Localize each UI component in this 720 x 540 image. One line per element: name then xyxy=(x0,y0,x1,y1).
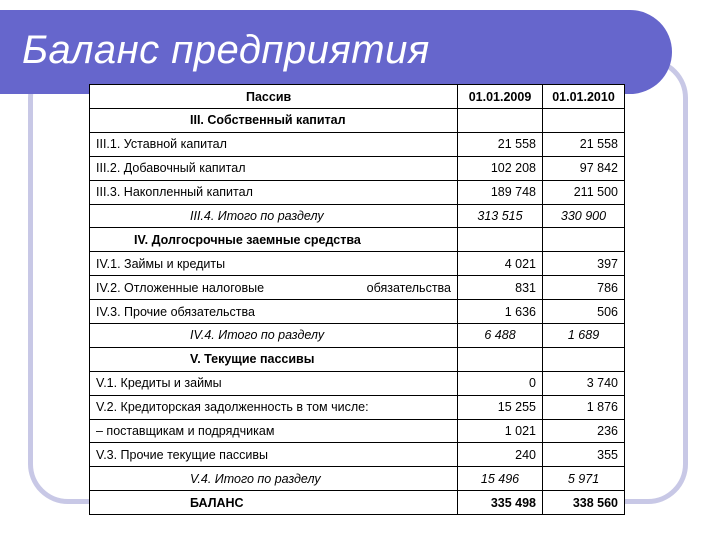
value-2010: 3 740 xyxy=(543,371,625,395)
row-label: V.3. Прочие текущие пассивы xyxy=(90,443,458,467)
value-2009: 102 208 xyxy=(458,156,543,180)
balance-2009: 335 498 xyxy=(458,491,543,515)
subtotal-label: III.4. Итого по разделу xyxy=(90,204,458,228)
row-label: IV.1. Займы и кредиты xyxy=(90,252,458,276)
value-2010: 1 876 xyxy=(543,395,625,419)
section-row xyxy=(90,109,625,133)
row-label: V.2. Кредиторская задолженность в том числе: xyxy=(90,395,458,419)
balance-label: БАЛАНС xyxy=(90,491,458,515)
subtotal-2010: 1 689 xyxy=(543,324,625,348)
value-2009: 1 636 xyxy=(458,300,543,324)
table-row xyxy=(90,419,625,443)
table-row xyxy=(90,443,625,467)
table-row xyxy=(90,132,625,156)
table-row xyxy=(90,395,625,419)
subtotal-2010: 5 971 xyxy=(543,467,625,491)
subtotal-2010: 330 900 xyxy=(543,204,625,228)
balance-table xyxy=(89,84,625,515)
value-2010: 506 xyxy=(543,300,625,324)
table-row xyxy=(90,300,625,324)
section-row xyxy=(90,228,625,252)
subtotal-2009: 15 496 xyxy=(458,467,543,491)
section-title: IV. Долгосрочные заемные средства xyxy=(90,228,458,252)
row-label: IV.3. Прочие обязательства xyxy=(90,300,458,324)
table-row xyxy=(90,252,625,276)
subtotal-row xyxy=(90,467,625,491)
value-2009: 1 021 xyxy=(458,419,543,443)
value-2009: 0 xyxy=(458,371,543,395)
header-col-2010: 01.01.2010 xyxy=(543,85,625,109)
table-row xyxy=(90,276,625,300)
row-label: III.3. Накопленный капитал xyxy=(90,180,458,204)
value-2010: 236 xyxy=(543,419,625,443)
subtotal-row xyxy=(90,324,625,348)
subtotal-label: V.4. Итого по разделу xyxy=(90,467,458,491)
subtotal-2009: 313 515 xyxy=(458,204,543,228)
header-col-2009: 01.01.2009 xyxy=(458,85,543,109)
row-label: III.1. Уставной капитал xyxy=(90,132,458,156)
value-2010: 355 xyxy=(543,443,625,467)
header-row xyxy=(90,85,625,109)
section-row xyxy=(90,347,625,371)
value-2010: 21 558 xyxy=(543,132,625,156)
value-2010: 397 xyxy=(543,252,625,276)
subtotal-row xyxy=(90,204,625,228)
row-label: – поставщикам и подрядчикам xyxy=(90,419,458,443)
section-title: III. Собственный капитал xyxy=(90,109,458,133)
table-row xyxy=(90,156,625,180)
subtotal-2009: 6 488 xyxy=(458,324,543,348)
header-label: Пассив xyxy=(90,85,458,109)
row-label: V.1. Кредиты и займы xyxy=(90,371,458,395)
row-label-split xyxy=(90,276,458,300)
balance-row xyxy=(90,491,625,515)
row-label: III.2. Добавочный капитал xyxy=(90,156,458,180)
value-2010: 786 xyxy=(543,276,625,300)
slide-title: Баланс предприятия xyxy=(22,28,430,72)
value-2009: 15 255 xyxy=(458,395,543,419)
section-title: V. Текущие пассивы xyxy=(90,347,458,371)
value-2009: 240 xyxy=(458,443,543,467)
value-2010: 211 500 xyxy=(543,180,625,204)
value-2009: 189 748 xyxy=(458,180,543,204)
row-label-continued: обязательства xyxy=(366,280,451,295)
table-row xyxy=(90,371,625,395)
table-row xyxy=(90,180,625,204)
value-2009: 21 558 xyxy=(458,132,543,156)
value-2010: 97 842 xyxy=(543,156,625,180)
value-2009: 4 021 xyxy=(458,252,543,276)
row-label: IV.2. Отложенные налоговые xyxy=(96,280,265,295)
subtotal-label: IV.4. Итого по разделу xyxy=(90,324,458,348)
balance-2010: 338 560 xyxy=(543,491,625,515)
value-2009: 831 xyxy=(458,276,543,300)
